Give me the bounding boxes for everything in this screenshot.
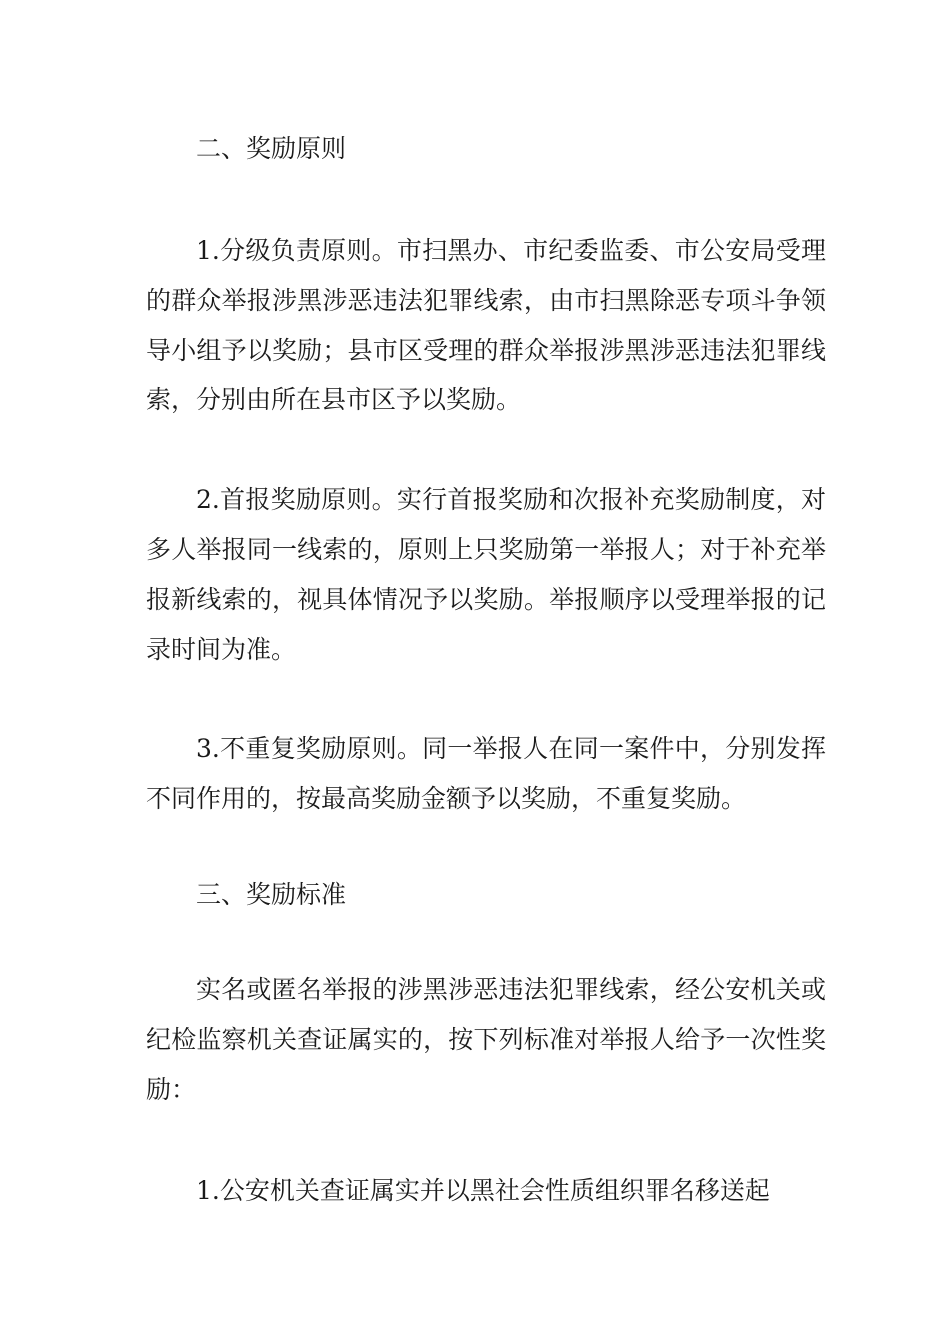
document-body [146,128,826,1216]
spacer [146,674,826,724]
paragraph-standard-1: 1.公安机关查证属实并以黑社会性质组织罪名移送起 [196,1176,770,1206]
spacer [146,1114,826,1166]
spacer [146,824,826,874]
paragraph-principle-1: 1.分级负责原则。市扫黑办、市纪委监委、市公安局受理的群众举报涉黑涉恶违法犯罪线索，由市扫黑除恶专项斗争领导小组予以奖励；县市区受理的群众举报涉黑涉恶违法犯罪线索，分别由所在县市区予以奖励。 [146,236,826,415]
spacer [146,170,826,226]
spacer [146,916,826,965]
section-heading-principles: 二、奖励原则 [196,134,347,163]
section-heading-standards: 三、奖励标准 [196,879,347,909]
paragraph-standards-intro: 实名或匿名举报的涉黑涉恶违法犯罪线索，经公安机关或纪检监察机关查证属实的，按下列标准对举报人给予一次性奖励： [146,974,826,1104]
spacer [146,425,826,475]
paragraph-principle-2: 2.首报奖励原则。实行首报奖励和次报补充奖励制度，对多人举报同一线索的，原则上只奖励第一举报人；对于补充举报新线索的，视具体情况予以奖励。举报顺序以受理举报的记录时间为准。 [146,485,826,664]
paragraph-principle-3: 3.不重复奖励原则。同一举报人在同一案件中，分别发挥不同作用的，按最高奖励金额予以奖励，不重复奖励。 [146,734,826,814]
